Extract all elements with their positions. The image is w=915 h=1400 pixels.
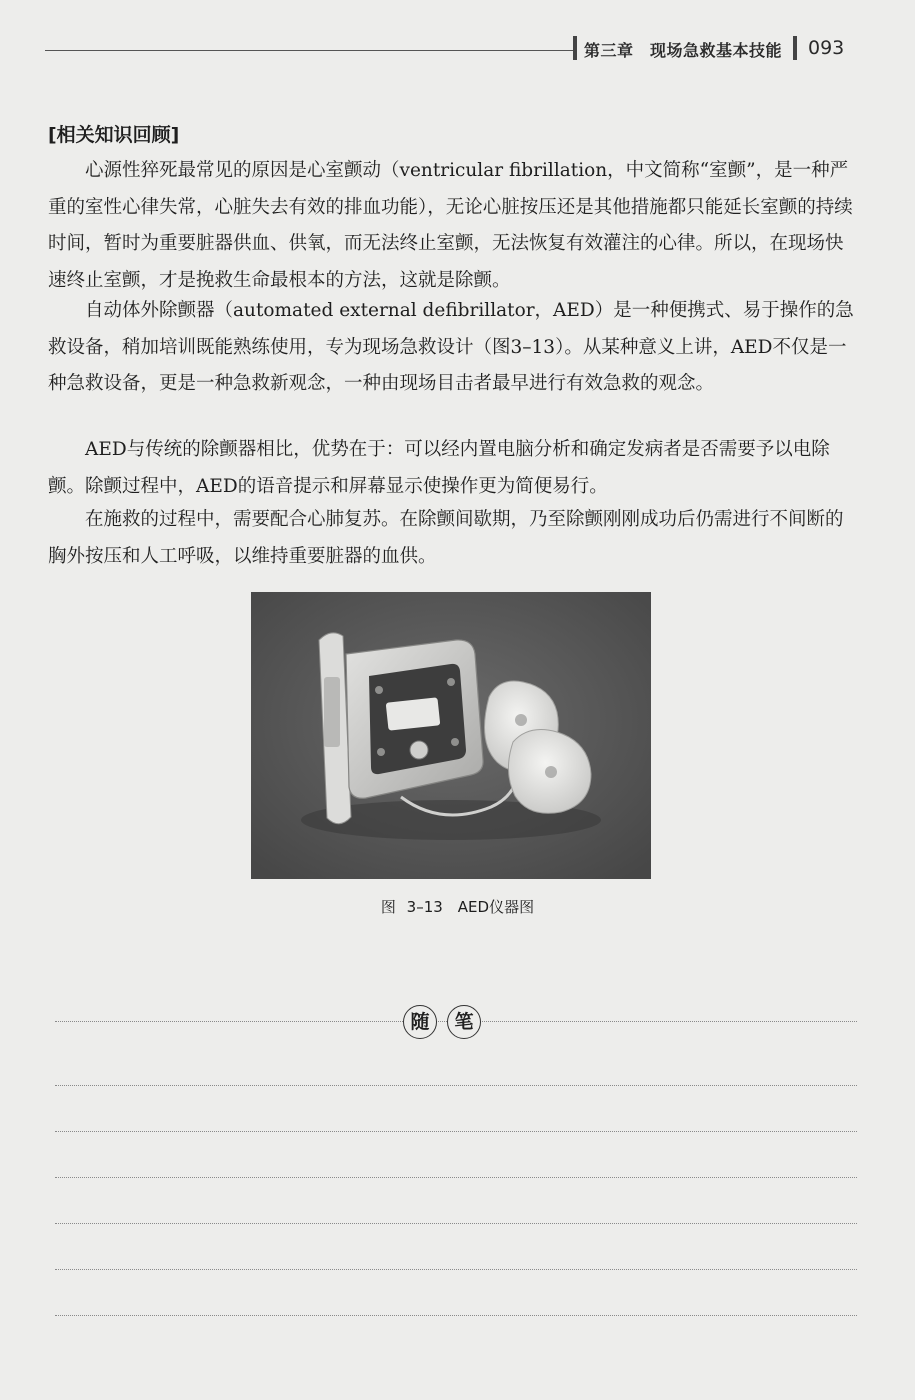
notes-line: [55, 1085, 857, 1086]
chapter-title: 第三章 现场急救基本技能: [584, 41, 783, 60]
figure-caption: 图 3–13 AED仪器图: [380, 898, 535, 916]
paragraph: AED与传统的除颤器相比，优势在于：可以经内置电脑分析和确定发病者是否需要予以电除颤。除颤过程中，AED的语音提示和屏幕显示使操作更为简便易行。: [48, 439, 830, 497]
header-divider: [793, 36, 797, 60]
header-rule: [45, 50, 573, 51]
section-title: [相关知识回顾]: [48, 124, 180, 146]
notes-line: [55, 1269, 857, 1270]
aed-device-illustration: [251, 592, 651, 879]
notes-line: [55, 1223, 857, 1224]
page-number: 093: [808, 37, 845, 59]
paragraph: 心源性猝死最常见的原因是心室颤动（ventricular fibrillation，中文简称“室颤”，是一种严重的室性心律失常，心脏失去有效的排血功能），无论心脏按压还是其他措施都只能延长室颤的持续时间，暂时为重要脏器供血、供氧，而无法终止室颤，无法恢复有效灌注的心律。所以，在现场快速终止室颤，才是挽救生命最根本的方法，这就是除颤。: [48, 160, 853, 291]
notes-line: [55, 1131, 857, 1132]
notes-badge: 随: [403, 1005, 437, 1039]
aed-photo: [251, 592, 651, 879]
notes-line: [55, 1177, 857, 1178]
notes-badge: 笔: [447, 1005, 481, 1039]
header-divider: [573, 36, 577, 60]
paragraph: 在施救的过程中，需要配合心肺复苏。在除颤间歇期，乃至除颤刚刚成功后仍需进行不间断的胸外按压和人工呼吸，以维持重要脏器的血供。: [48, 509, 844, 567]
notes-line: [55, 1315, 857, 1316]
paragraph: 自动体外除颤器（automated external defibrillator，AED）是一种便携式、易于操作的急救设备，稍加培训既能熟练使用，专为现场急救设计（图3–13）。从某种意义上讲，AED不仅是一种急救设备，更是一种急救新观念，一种由现场目击者最早进行有效急救的观念。: [48, 300, 854, 394]
